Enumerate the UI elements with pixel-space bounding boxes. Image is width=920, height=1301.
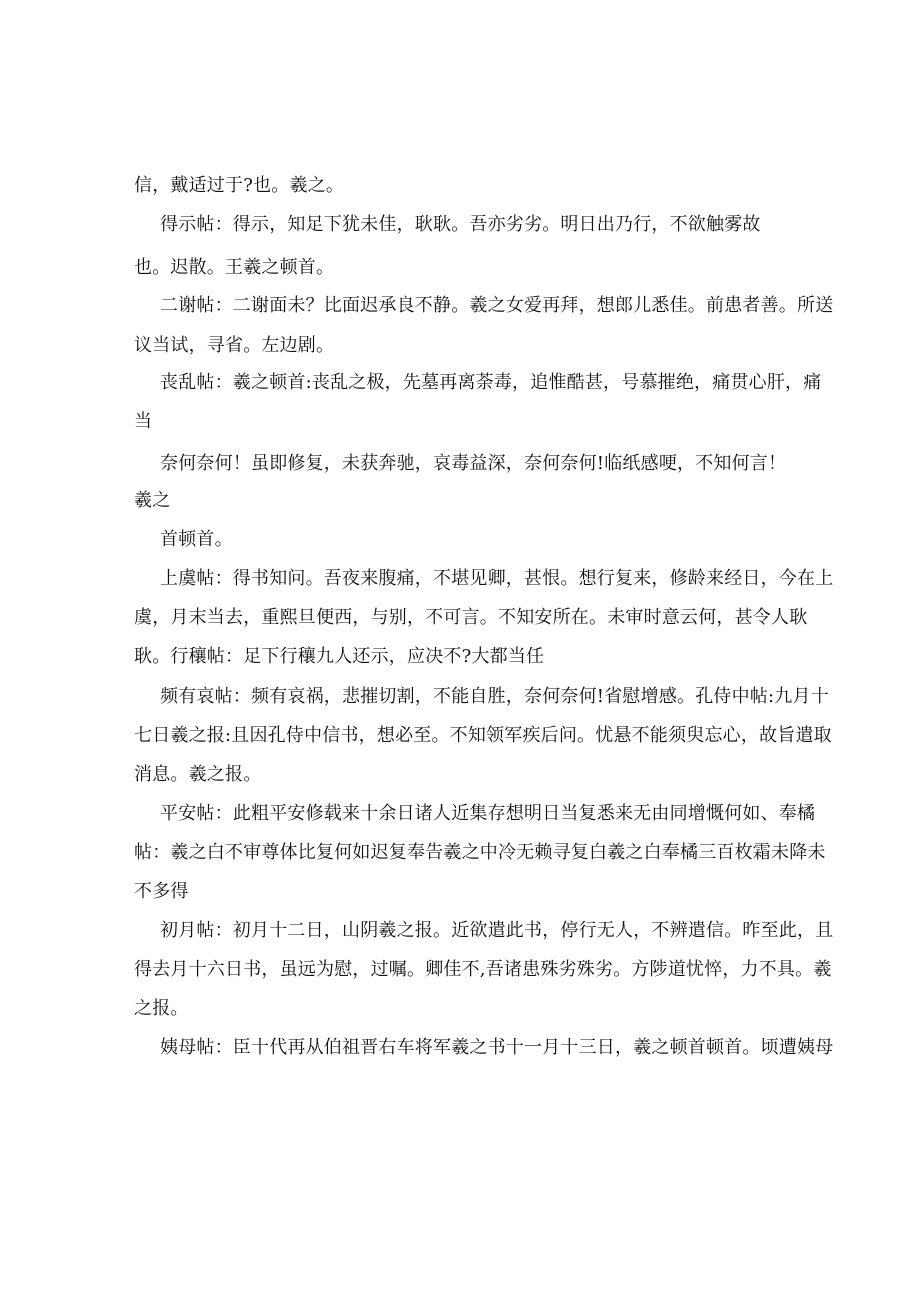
text-line: 信，戴适过于?也。羲之。 bbox=[134, 175, 345, 196]
text-line: 耿。行穰帖：足下行穰九人还示，应决不?大都当任 bbox=[134, 646, 545, 667]
text-line: 上虞帖：得书知问。吾夜来腹痛，不堪见卿，甚恨。想行复来，修龄来经日，今在上 bbox=[160, 568, 834, 589]
text-line: 得去月十六日书，虽远为慰，过嘱。卿佳不,吾诸患殊劣殊劣。方陟道忧悴，力不具。羲 bbox=[134, 959, 832, 980]
text-line: 平安帖：此粗平安修载来十余日诸人近集存想明日当复悉来无由同增慨何如、奉橘 bbox=[160, 803, 816, 824]
text-line: 虞，月末当去，重熙旦便西，与别，不可言。不知安所在。未审时意云何，甚令人耿 bbox=[134, 607, 808, 628]
text-line: 姨母帖：臣十代再从伯祖晋右车将军羲之书十一月十三日，羲之顿首顿首。顷遭姨母 bbox=[160, 1037, 834, 1058]
text-line: 得示帖：得示，知足下犹未佳，耿耿。吾亦劣劣。明日出乃行，不欲触雾故 bbox=[160, 214, 761, 235]
text-line: 羲之 bbox=[134, 490, 171, 511]
text-line: 奈何奈何！虽即修复，未获奔驰，哀毒益深，奈何奈何!临纸感哽，不知何言！ bbox=[160, 453, 787, 474]
text-line: 丧乱帖：羲之顿首:丧乱之极，先墓再离荼毒，追惟酷甚，号慕摧绝，痛贯心肝，痛 bbox=[160, 372, 822, 393]
text-line: 当 bbox=[134, 411, 153, 432]
text-line: 二谢帖：二谢面未？比面迟承良不静。羲之女爱再拜，想郎儿悉佳。前患者善。所送 bbox=[160, 295, 834, 316]
text-line: 不多得 bbox=[134, 881, 189, 902]
text-line: 频有哀帖：频有哀祸，悲摧切割，不能自胜，奈何奈何!省慰增感。孔侍中帖:九月十 bbox=[160, 686, 829, 707]
text-line: 帖：羲之白不审尊体比复何如迟复奉告羲之中冷无赖寻复白羲之白奉橘三百枚霜未降未 bbox=[134, 842, 826, 863]
text-line: 七日羲之报:且因孔侍中信书，想必至。不知领军疾后问。忧悬不能须臾忘心，故旨遣取 bbox=[134, 725, 832, 746]
text-line: 之报。 bbox=[134, 998, 189, 1019]
text-line: 初月帖：初月十二日，山阴羲之报。近欲遣此书，停行无人，不辨遣信。昨至此，且 bbox=[160, 920, 834, 941]
text-line: 消息。羲之报。 bbox=[134, 764, 262, 785]
text-line: 首顿首。 bbox=[160, 529, 233, 550]
text-line: 议当试，寻省。左边剧。 bbox=[134, 335, 335, 356]
text-line: 也。迟散。王羲之顿首。 bbox=[134, 257, 335, 278]
